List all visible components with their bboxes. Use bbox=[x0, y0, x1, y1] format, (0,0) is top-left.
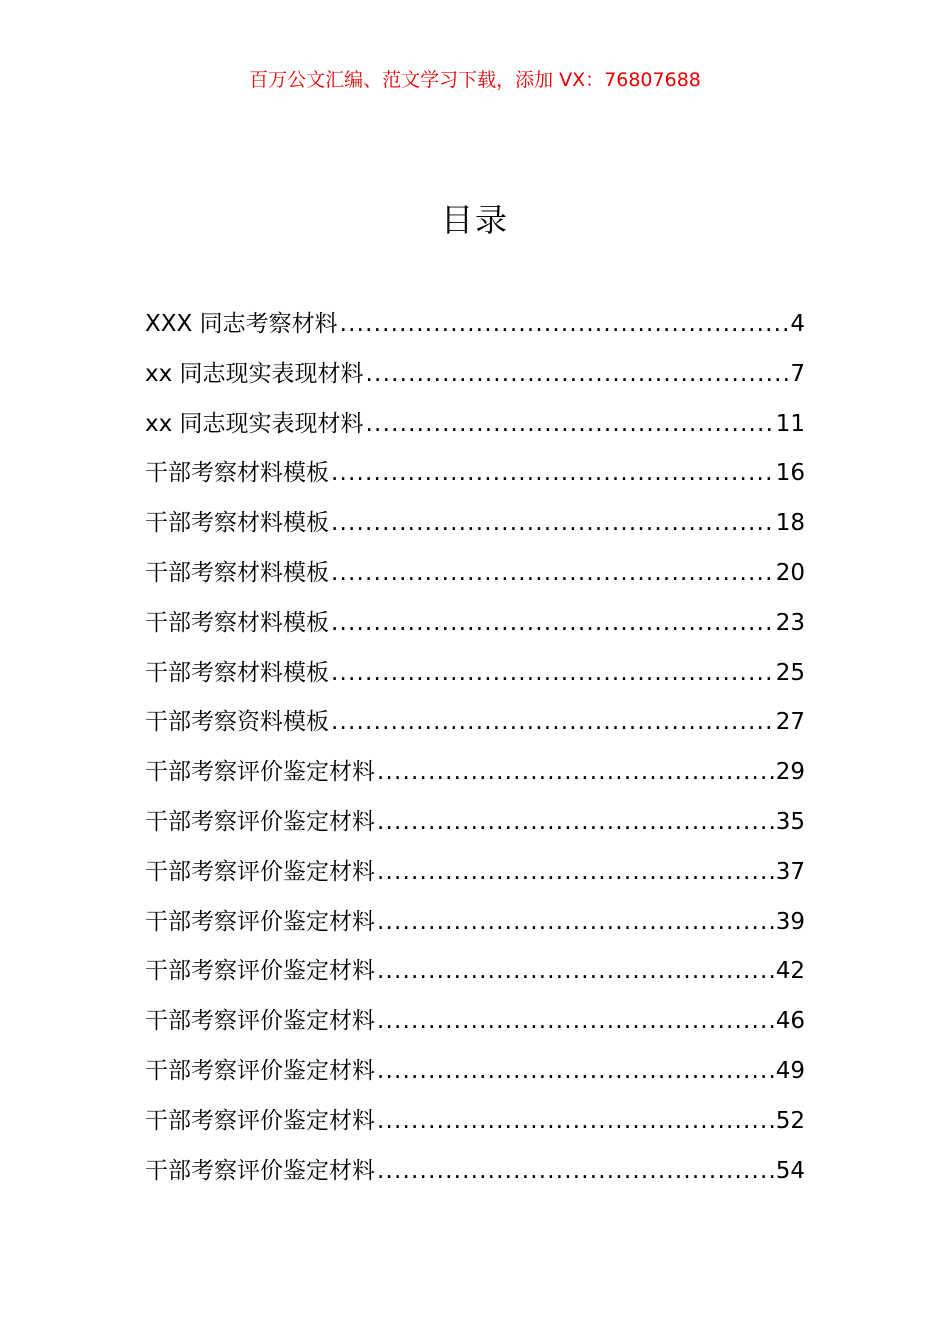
toc-entry-title: xx 同志现实表现材料 bbox=[145, 410, 364, 437]
toc-entry[interactable] bbox=[145, 1098, 805, 1148]
dot-leader bbox=[366, 401, 774, 447]
dot-leader bbox=[377, 799, 774, 845]
toc-entry-page: 25 bbox=[775, 659, 805, 686]
toc-entry-page: 29 bbox=[775, 759, 805, 786]
dot-leader bbox=[377, 749, 774, 795]
toc-entry[interactable] bbox=[145, 1048, 805, 1098]
toc-entry-page: 20 bbox=[775, 559, 805, 586]
toc-entry[interactable] bbox=[145, 948, 805, 998]
toc-entry-page: 52 bbox=[775, 1107, 805, 1134]
toc-entry[interactable] bbox=[145, 550, 805, 600]
dot-leader bbox=[331, 699, 774, 745]
toc-entry[interactable] bbox=[145, 650, 805, 700]
dot-leader bbox=[331, 500, 774, 546]
toc-entry-page: 49 bbox=[775, 1057, 805, 1084]
dot-leader bbox=[377, 998, 774, 1044]
dot-leader bbox=[331, 600, 774, 646]
dot-leader bbox=[331, 650, 774, 696]
toc-entry-title: 干部考察材料模板 bbox=[145, 460, 329, 487]
toc-entry[interactable] bbox=[145, 351, 805, 401]
toc-entry-title: XXX 同志考察材料 bbox=[145, 311, 338, 337]
toc-entry[interactable] bbox=[145, 749, 805, 799]
toc-entry-page: 39 bbox=[775, 908, 805, 935]
dot-leader bbox=[377, 899, 774, 945]
toc-entry-title: 干部考察评价鉴定材料 bbox=[145, 759, 375, 786]
toc-entry-page: 23 bbox=[775, 609, 805, 636]
toc-entry-page: 16 bbox=[775, 460, 805, 487]
toc-entry[interactable] bbox=[145, 600, 805, 650]
toc-entry[interactable] bbox=[145, 500, 805, 550]
toc-entry-page: 46 bbox=[775, 1008, 805, 1035]
dot-leader bbox=[331, 450, 774, 496]
toc-list bbox=[145, 301, 805, 1197]
toc-entry[interactable] bbox=[145, 450, 805, 500]
toc-entry[interactable] bbox=[145, 699, 805, 749]
dot-leader bbox=[377, 948, 774, 994]
toc-entry-title: 干部考察资料模板 bbox=[145, 709, 329, 736]
toc-entry-title: xx 同志现实表现材料 bbox=[145, 360, 364, 387]
toc-entry-title: 干部考察评价鉴定材料 bbox=[145, 1057, 375, 1084]
dot-leader bbox=[377, 1048, 774, 1094]
toc-entry-title: 干部考察评价鉴定材料 bbox=[145, 1157, 375, 1184]
dot-leader bbox=[366, 351, 789, 397]
toc-entry-title: 干部考察材料模板 bbox=[145, 510, 329, 537]
toc-entry-page: 11 bbox=[775, 410, 805, 437]
dot-leader bbox=[377, 1148, 774, 1194]
toc-entry[interactable] bbox=[145, 998, 805, 1048]
dot-leader bbox=[340, 301, 789, 347]
toc-entry-title: 干部考察评价鉴定材料 bbox=[145, 858, 375, 885]
dot-leader bbox=[377, 849, 774, 895]
toc-entry-page: 42 bbox=[775, 958, 805, 985]
toc-entry-title: 干部考察评价鉴定材料 bbox=[145, 808, 375, 835]
toc-entry-title: 干部考察评价鉴定材料 bbox=[145, 908, 375, 935]
header-banner: 百万公文汇编、范文学习下载，添加 VX：76807688 bbox=[249, 69, 701, 91]
toc-entry-title: 干部考察材料模板 bbox=[145, 609, 329, 636]
toc-entry-page: 18 bbox=[775, 510, 805, 537]
toc-entry-title: 干部考察评价鉴定材料 bbox=[145, 1107, 375, 1134]
toc-entry-page: 27 bbox=[775, 709, 805, 736]
toc-entry-title: 干部考察评价鉴定材料 bbox=[145, 958, 375, 985]
toc-entry-page: 4 bbox=[790, 311, 805, 337]
toc-entry-page: 35 bbox=[775, 808, 805, 835]
toc-entry-page: 37 bbox=[775, 858, 805, 885]
toc-entry[interactable] bbox=[145, 849, 805, 899]
toc-entry-title: 干部考察评价鉴定材料 bbox=[145, 1008, 375, 1035]
toc-entry-page: 54 bbox=[775, 1157, 805, 1184]
toc-entry-title: 干部考察材料模板 bbox=[145, 659, 329, 686]
toc-entry[interactable] bbox=[145, 799, 805, 849]
dot-leader bbox=[331, 550, 774, 596]
page-title: 目录 bbox=[440, 201, 509, 239]
toc-entry-title: 干部考察材料模板 bbox=[145, 559, 329, 586]
toc-entry-page: 7 bbox=[790, 360, 805, 387]
dot-leader bbox=[377, 1098, 774, 1144]
toc-entry[interactable] bbox=[145, 401, 805, 451]
toc-entry[interactable] bbox=[145, 1148, 805, 1198]
toc-entry[interactable] bbox=[145, 899, 805, 949]
toc-entry[interactable] bbox=[145, 301, 805, 351]
